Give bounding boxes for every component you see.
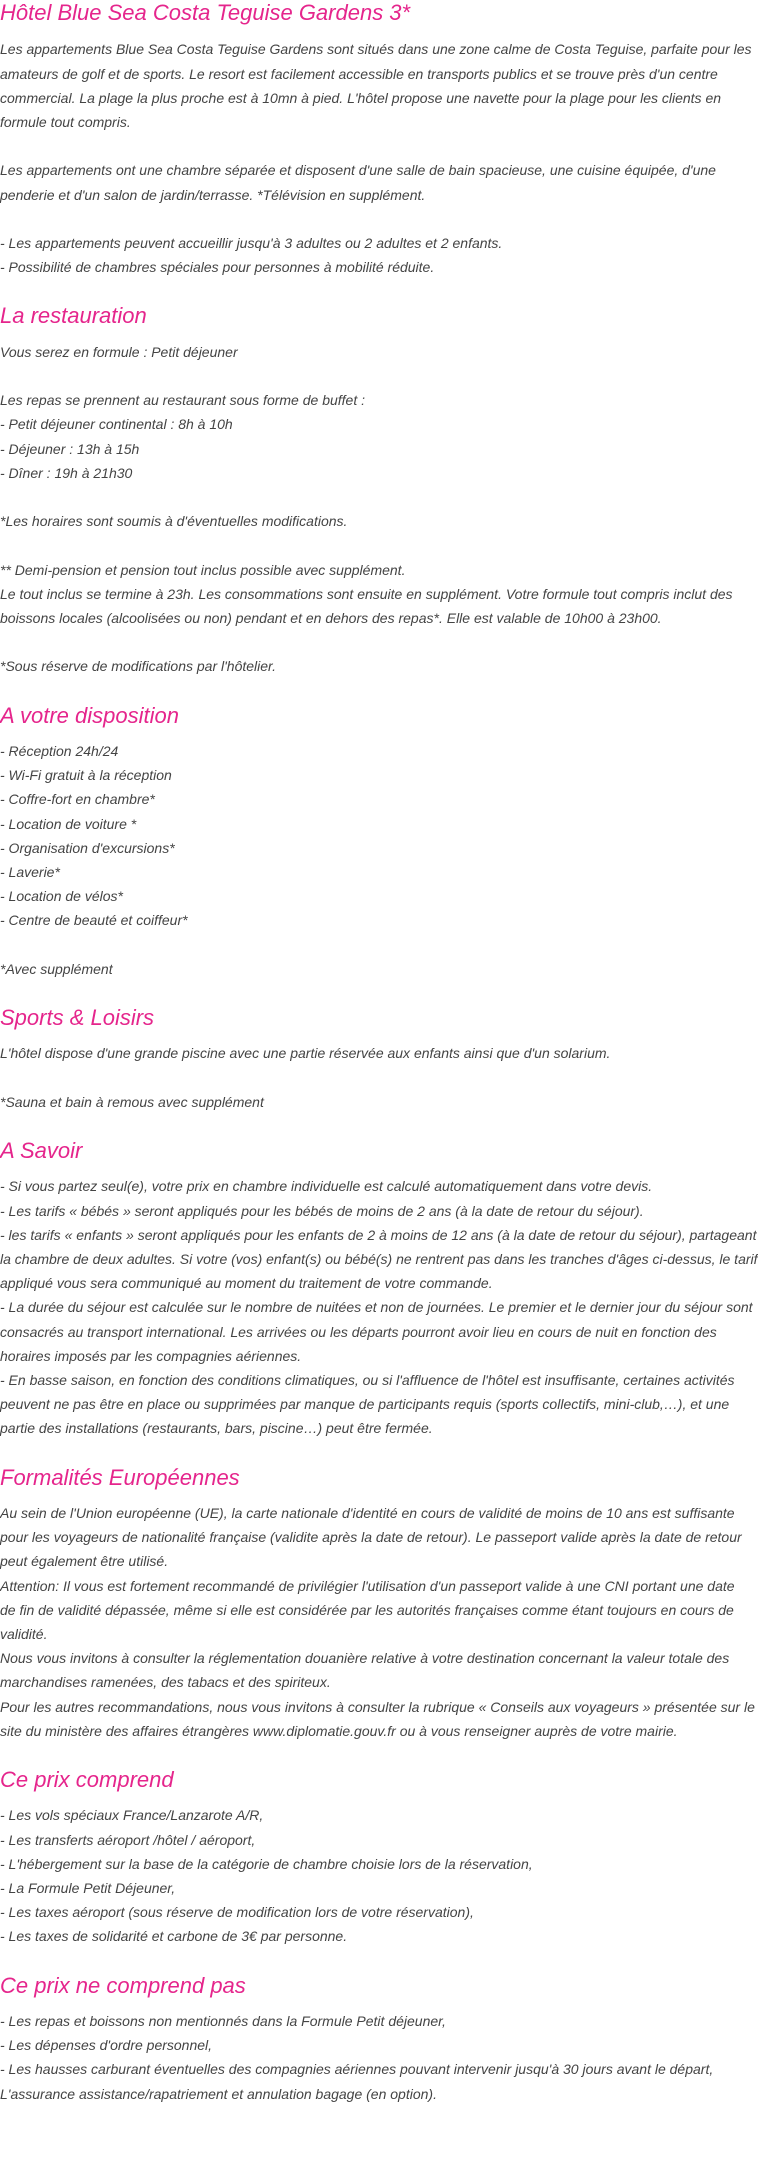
text-line: - Si vous partez seul(e), votre prix en chambre individuelle est calculé automatiquement dans votre devis. [0,1178,653,1195]
text-line: - Location de vélos* [0,888,123,905]
text-line: Les appartements Blue Sea Costa Teguise Gardens sont situés dans une zone calme de Costa Teguise, parfaite pour les [0,41,752,58]
text-line: - les tarifs « enfants » seront appliqués pour les enfants de 2 à moins de 12 ans (à la date de retour du séjour), partageant [0,1226,757,1243]
section-restauration [0,303,758,678]
section-title-formalites: Formalités Européennes [0,1464,240,1490]
text-line: *Avec supplément [0,960,113,977]
text-line: de fin de validité dépassée, même si elle est considérée par les autorités françaises comme étant toujours en cours de [0,1601,734,1618]
text-line: marchandises ramenées, des tabacs et des spiriteux. [0,1674,331,1691]
section-formalites [0,1465,758,1743]
text-line: peuvent ne pas être en place ou supprimées par manque de participants requis (sports collectifs, mini-club,…), et une [0,1396,730,1413]
text-line: validité. [0,1625,48,1642]
text-line: boissons locales (alcoolisées ou non) pendant et en dehors des repas*. Elle est valable de 10h00 à 23h00. [0,609,662,626]
formalites-text [0,1501,758,1743]
text-line: Le tout inclus se termine à 23h. Les consommations sont ensuite en supplément. Votre formule tout compris inclut des [0,585,733,602]
text-line: consacrés au transport international. Les arrivées ou les départs pourront avoir lieu en cours de nuit en fonction des [0,1323,717,1340]
text-line: - En basse saison, en fonction des conditions climatiques, ou si l'affluence de l'hôtel est insuffisante, certaines activités [0,1371,735,1388]
text-line: *Les horaires sont soumis à d'éventuelles modifications. [0,513,348,530]
section-sports [0,1005,758,1114]
text-line: - Les dépenses d'ordre personnel, [0,2037,213,2054]
section-ne-comprend [0,1973,758,2106]
text-line: Au sein de l'Union européenne (UE), la carte nationale d'identité en cours de validité de moins de 10 ans est suffisante [0,1504,735,1521]
section-disposition [0,703,758,981]
text-line: Pour les autres recommandations, nous vous invitons à consulter la rubrique « Conseils aux voyageurs » présentée sur le [0,1698,755,1715]
blank-line [0,630,758,654]
text-line: - Organisation d'excursions* [0,839,175,856]
text-line: partie des installations (restaurants, bars, piscine…) peut être fermée. [0,1420,433,1437]
sports-text [0,1041,758,1114]
text-line: - Possibilité de chambres spéciales pour personnes à mobilité réduite. [0,259,435,276]
blank-line [0,933,758,957]
text-line: site du ministère des affaires étrangères www.diplomatie.gouv.fr ou à vous renseigner auprès de votre mairie. [0,1722,678,1739]
section-comprend [0,1767,758,1949]
text-line: - Les tarifs « bébés » seront appliqués pour les bébés de moins de 2 ans (à la date de retour du séjour). [0,1202,644,1219]
savoir-text [0,1174,758,1440]
blank-line [0,364,758,388]
text-line: - Centre de beauté et coiffeur* [0,912,188,929]
section-title-ne-comprend: Ce prix ne comprend pas [0,1972,246,1998]
text-line: pour les voyageurs de nationalité française (validite après la date de retour). Le passeport valide après la date de retour [0,1529,742,1546]
text-line: - Coffre-fort en chambre* [0,791,155,808]
section-hotel [0,0,758,279]
text-line: amateurs de golf et de sports. Le resort est facilement accessible en transports publics et se trouve près d'un centre [0,65,718,82]
text-line: Vous serez en formule : Petit déjeuner [0,343,238,360]
text-line: L'assurance assistance/rapatriement et annulation bagage (en option). [0,2085,437,2102]
text-line: - Réception 24h/24 [0,742,119,759]
section-title-disposition: A votre disposition [0,702,179,728]
text-line: formule tout compris. [0,114,131,130]
text-line: - Wi-Fi gratuit à la réception [0,767,172,784]
text-line: - Les taxes de solidarité et carbone de 3€ par personne. [0,1928,348,1945]
text-line: - L'hébergement sur la base de la catégorie de chambre choisie lors de la réservation, [0,1855,533,1872]
text-line: Nous vous invitons à consulter la réglementation douanière relative à votre destination concernant la valeur totale des [0,1650,730,1667]
text-line: - Location de voiture * [0,815,137,832]
ne-comprend-list [0,2009,758,2106]
text-line: ** Demi-pension et pension tout inclus possible avec supplément. [0,561,406,578]
section-title-savoir: A Savoir [0,1137,83,1163]
comprend-list [0,1803,758,1948]
text-line: - Laverie* [0,863,60,880]
blank-line [0,1066,758,1090]
text-line: - La Formule Petit Déjeuner, [0,1880,176,1896]
restauration-text [0,340,758,679]
text-line: - Les hausses carburant éventuelles des compagnies aériennes pouvant intervenir jusqu'à 30 jours avant le départ, [0,2061,714,2078]
disposition-list [0,739,758,981]
text-line: - Les appartements peuvent accueillir jusqu'à 3 adultes ou 2 adultes et 2 enfants. [0,234,503,251]
text-line: horaires imposés par les compagnies aériennes. [0,1347,302,1364]
text-line: appliqué vous sera communiqué au moment du traitement de votre commande. [0,1275,493,1292]
text-line: la chambre de deux adultes. Si votre (vos) enfant(s) ou bébé(s) ne rentrent pas dans les tranches d'âges ci-dessus, le tarif [0,1250,758,1267]
section-title-comprend: Ce prix comprend [0,1767,174,1792]
blank-line [0,533,758,557]
blank-line [0,134,758,158]
text-line: - Déjeuner : 13h à 15h [0,440,140,457]
text-line: - La durée du séjour est calculée sur le nombre de nuitées et non de journées. Le premier et le dernier jour du séjour sont [0,1299,753,1316]
text-line: L'hôtel dispose d'une grande piscine avec une partie réservée aux enfants ainsi que d'un solarium. [0,1045,611,1062]
text-line: - Dîner : 19h à 21h30 [0,464,133,481]
blank-line [0,207,758,231]
page-title: Hôtel Blue Sea Costa Teguise Gardens 3* [0,0,411,25]
text-line: *Sous réserve de modifications par l'hôtelier. [0,658,277,675]
text-line: commercial. La plage la plus proche est à 10mn à pied. L'hôtel propose une navette pour la plage pour les clients en [0,89,722,106]
text-line: Les repas se prennent au restaurant sous forme de buffet : [0,392,365,409]
section-title-sports: Sports & Loisirs [0,1004,155,1030]
text-line: - Les taxes aéroport (sous réserve de modification lors de votre réservation), [0,1904,474,1921]
text-line: penderie et d'un salon de jardin/terrasse. *Télévision en supplément. [0,186,426,203]
section-title-restauration: La restauration [0,303,147,329]
text-line: Les appartements ont une chambre séparée et disposent d'une salle de bain spacieuse, une cuisine équipée, d'une [0,162,716,179]
blank-line [0,485,758,509]
text-line: - Petit déjeuner continental : 8h à 10h [0,416,233,433]
hotel-description [0,37,758,279]
text-line: - Les transferts aéroport /hôtel / aéroport, [0,1831,256,1848]
text-line: - Les repas et boissons non mentionnés dans la Formule Petit déjeuner, [0,2013,446,2029]
section-savoir [0,1138,758,1441]
text-line: *Sauna et bain à remous avec supplément [0,1093,264,1110]
text-line: - Les vols spéciaux France/Lanzarote A/R, [0,1807,264,1824]
text-line: Attention: Il vous est fortement recommandé de privilégier l'utilisation d'un passeport valide à une CNI portant une date [0,1577,735,1594]
text-line: peut également être utilisé. [0,1553,169,1570]
